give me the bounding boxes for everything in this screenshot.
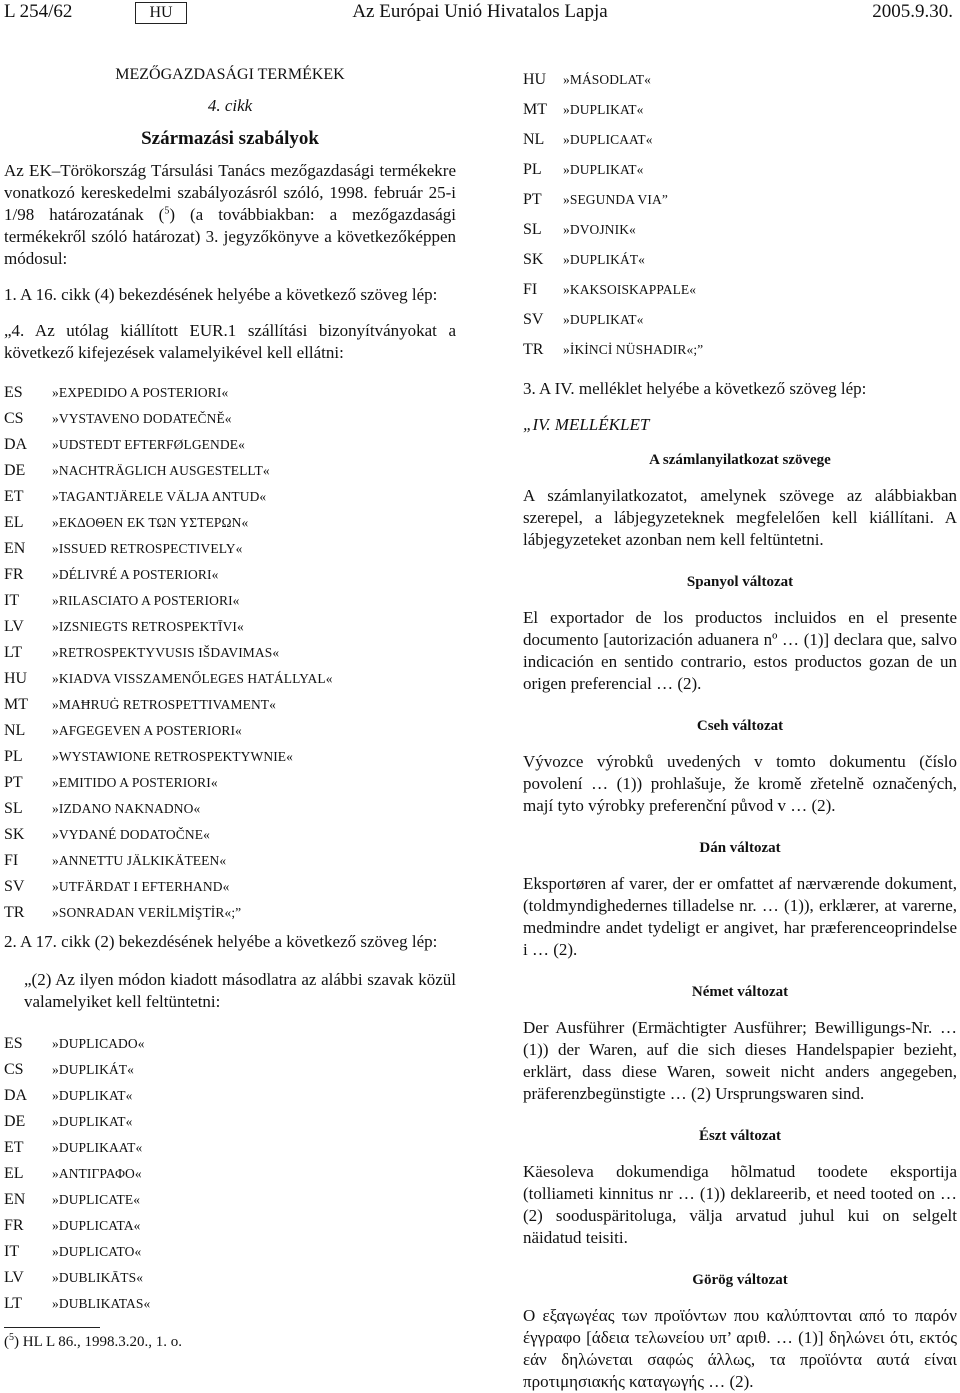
language-code: SL	[4, 800, 23, 817]
language-code: LV	[4, 1269, 24, 1286]
list-item	[523, 155, 957, 185]
endorsement-text: »DUBLIKATAS«	[52, 1296, 151, 1311]
left-column	[4, 62, 456, 1353]
list-item	[4, 562, 456, 588]
amendment-1-quote: „4. Az utólag kiállított EUR.1 szállítási bizonyítványokat a következő kifejezések valamelyikével kell ellátni:	[4, 321, 456, 362]
language-code: NL	[523, 131, 545, 148]
language-code: DA	[4, 1087, 28, 1104]
list-item	[4, 666, 456, 692]
article-title: Származási szabályok	[141, 128, 319, 149]
endorsement-text: »ANNETTU JÄLKIKÄTEEN«	[52, 853, 227, 868]
language-code: SL	[523, 221, 542, 238]
endorsement-text: »SEGUNDA VIA”	[563, 192, 668, 207]
endorsement-text: »DUPLIKÁT«	[52, 1062, 134, 1077]
variant-text: Eksportøren af varer, der er omfattet af nærværende dokument, (toldmyndighedernes tilladelse nr. … (1)), erklærer, at varerne, medmindre andet tydeligt er angivet, har præferenceoprindelse i … (2).	[523, 874, 957, 959]
language-code: LV	[4, 618, 24, 635]
language-code: SK	[523, 251, 544, 268]
endorsement-text: »DUPLIKAT«	[52, 1088, 133, 1103]
list-item	[4, 1291, 456, 1317]
list-item	[4, 744, 456, 770]
list-item	[4, 614, 456, 640]
list-item	[4, 718, 456, 744]
language-badge: HU	[135, 2, 187, 24]
language-code: MT	[523, 101, 547, 118]
list-item	[523, 275, 957, 305]
list-item	[4, 1265, 456, 1291]
amendment-1: 1. A 16. cikk (4) bekezdésének helyébe a következő szöveg lép:	[4, 285, 438, 304]
issue-date: 2005.9.30.	[872, 1, 953, 22]
language-code: PL	[4, 748, 23, 765]
language-code: HU	[4, 670, 28, 687]
endorsement-text: »ΕΚΔΟΘΕΝ ΕΚ ΤΩΝ ΥΣΤΕΡΩΝ«	[52, 515, 249, 530]
article-number: 4. cikk	[207, 96, 253, 115]
list-item	[4, 1239, 456, 1265]
page-reference: L 254/62	[4, 1, 73, 22]
endorsement-text: »DUBLIKĀTS«	[52, 1270, 144, 1285]
language-code: EN	[4, 1191, 26, 1208]
list-item	[4, 1213, 456, 1239]
endorsement-text: »UTFÄRDAT I EFTERHAND«	[52, 879, 230, 894]
list-item	[4, 510, 456, 536]
endorsement-text: »SONRADAN VERİLMİŞTİR«;”	[52, 905, 242, 920]
endorsement-text: »DÉLIVRÉ A POSTERIORI«	[52, 567, 219, 582]
endorsement-text: »MAĦRUĠ RETROSPETTIVAMENT«	[52, 697, 276, 712]
list-item	[523, 185, 957, 215]
variant-title: Dán változat	[699, 840, 781, 856]
list-item	[4, 1083, 456, 1109]
list-item	[523, 215, 957, 245]
language-code: FI	[4, 852, 19, 869]
language-code: LT	[4, 644, 23, 661]
language-code: PT	[4, 774, 23, 791]
duplicate-list-2	[523, 65, 957, 365]
endorsement-list-1	[4, 380, 456, 926]
language-code: PT	[523, 191, 542, 208]
endorsement-text: »IZSNIEGTS RETROSPEKTĪVI«	[52, 619, 244, 634]
list-item	[523, 65, 957, 95]
endorsement-text: »WYSTAWIONE RETROSPEKTYWNIE«	[52, 749, 293, 764]
annex-heading: „IV. MELLÉKLET	[523, 415, 650, 434]
endorsement-text: »NACHTRÄGLICH AUSGESTELLT«	[52, 463, 270, 478]
language-code: DA	[4, 436, 28, 453]
language-code: SV	[523, 311, 544, 328]
language-code: SV	[4, 878, 25, 895]
list-item	[4, 484, 456, 510]
endorsement-text: »ΑΝΤΙΓΡΑΦΟ«	[52, 1166, 142, 1181]
list-item	[4, 692, 456, 718]
list-item	[4, 588, 456, 614]
journal-title: Az Európai Unió Hivatalos Lapja	[352, 1, 608, 22]
language-code: EL	[4, 1165, 24, 1182]
language-code: IT	[4, 592, 20, 609]
list-item	[523, 95, 957, 125]
endorsement-text: »EMITIDO A POSTERIORI«	[52, 775, 218, 790]
duplicate-list-1	[4, 1031, 456, 1317]
list-item	[4, 848, 456, 874]
language-code: MT	[4, 696, 28, 713]
endorsement-text: »TAGANTJÄRELE VÄLJA ANTUD«	[52, 489, 267, 504]
endorsement-text: »MÁSODLAT«	[563, 72, 652, 87]
list-item	[4, 536, 456, 562]
endorsement-text: »KAKSOISKAPPALE«	[563, 282, 697, 297]
annex-title: A számlanyilatkozat szövege	[649, 452, 831, 468]
language-code: CS	[4, 410, 24, 427]
variant-text: Der Ausführer (Ermächtigter Ausführer; Bewilligungs-Nr. … (1)) der Waren, auf die sich dieses Handelspapier bezieht, erklärt, dass diese Waren, soweit nicht anders angegeben, präferenzbegünstigte … (2) Ursprungswaren sind.	[523, 1018, 957, 1103]
page-header	[0, 0, 960, 40]
language-code: FR	[4, 1217, 24, 1234]
variant-title: Cseh változat	[696, 718, 784, 734]
list-item	[4, 900, 456, 926]
endorsement-text: »DUPLICADO«	[52, 1036, 145, 1051]
endorsement-text: »VYSTAVENO DODATEČNĚ«	[52, 411, 232, 426]
list-item	[4, 640, 456, 666]
list-item	[523, 125, 957, 155]
endorsement-text: »İKİNCİ NÜSHADIR«;”	[563, 342, 704, 357]
endorsement-text: »DUPLIKAAT«	[52, 1140, 143, 1155]
list-item	[4, 1135, 456, 1161]
language-code: ES	[4, 384, 23, 401]
list-item	[4, 432, 456, 458]
variant-title: Görög változat	[692, 1272, 788, 1288]
list-item	[4, 1187, 456, 1213]
footnote-divider	[4, 1327, 100, 1328]
language-code: IT	[4, 1243, 20, 1260]
list-item	[4, 1109, 456, 1135]
endorsement-text: »KIADVA VISSZAMENŐLEGES HATÁLLYAL«	[52, 671, 333, 686]
intro-paragraph: Az EK–Törökország Társulási Tanács mezőgazdasági termékekre vonatkozó kereskedelmi szabályozásról szóló, 1998. február 25-i 1/98 határozatának ($^5$) (a továbbiakban: a mezőgazdasági termékekről szóló határozat) 3. jegyzőkönyve a következőképpen módosul:	[4, 161, 456, 268]
language-code: ET	[4, 1139, 24, 1156]
list-item	[523, 305, 957, 335]
language-code: EL	[4, 514, 24, 531]
amendment-2: 2. A 17. cikk (2) bekezdésének helyébe a következő szöveg lép:	[4, 932, 438, 951]
endorsement-text: »DUPLIKAT«	[563, 102, 644, 117]
list-item	[4, 874, 456, 900]
list-item	[523, 335, 957, 365]
list-item	[4, 822, 456, 848]
endorsement-text: »EXPEDIDO A POSTERIORI«	[52, 385, 229, 400]
endorsement-text: »DUPLIKAT«	[563, 162, 644, 177]
language-code: NL	[4, 722, 26, 739]
language-code: FR	[4, 566, 24, 583]
endorsement-text: »DUPLICAAT«	[563, 132, 653, 147]
variant-title: Spanyol változat	[686, 574, 794, 590]
right-column	[523, 62, 957, 1393]
list-item	[4, 1031, 456, 1057]
language-code: CS	[4, 1061, 24, 1078]
amendment-3: 3. A IV. melléklet helyébe a következő szöveg lép:	[523, 379, 867, 398]
endorsement-text: »RETROSPEKTYVUSIS IŠDAVIMAS«	[52, 645, 280, 660]
endorsement-text: »DUPLICATA«	[52, 1218, 141, 1233]
list-item	[4, 770, 456, 796]
annex-intro: A számlanyilatkozatot, amelynek szövege az alábbiakban szerepel, a lábjegyzeteknek megfelelően kell kiállítani. A lábjegyzeteket azonban nem kell feltüntetni.	[523, 486, 957, 549]
endorsement-text: »DVOJNIK«	[563, 222, 636, 237]
list-item	[4, 458, 456, 484]
endorsement-text: »DUPLIKAT«	[52, 1114, 133, 1129]
endorsement-text: »DUPLIKAT«	[563, 312, 644, 327]
list-item	[4, 1057, 456, 1083]
endorsement-text: »DUPLIKÁT«	[563, 252, 645, 267]
endorsement-text: »UDSTEDT EFTERFØLGENDE«	[52, 437, 245, 452]
variant-text: Käesoleva dokumendiga hõlmatud toodete eksportija (tolliameti kinnitus nr … (1)) deklareerib, et need tooted on … (2) sooduspäritoluga, välja arvatud juhul kui on selgelt näidatud teisiti.	[523, 1162, 957, 1247]
language-code: PL	[523, 161, 542, 178]
endorsement-text: »VYDANÉ DODATOČNE«	[52, 827, 210, 842]
variant-title: Német változat	[691, 984, 789, 1000]
language-code: DE	[4, 462, 26, 479]
language-code: LT	[4, 1295, 23, 1312]
list-item	[4, 406, 456, 432]
endorsement-text: »DUPLICATE«	[52, 1192, 141, 1207]
language-code: HU	[523, 71, 547, 88]
variant-title: Észt változat	[698, 1128, 782, 1144]
language-code: TR	[523, 341, 544, 358]
language-code: ET	[4, 488, 24, 505]
language-code: FI	[523, 281, 538, 298]
list-item	[4, 796, 456, 822]
endorsement-text: »RILASCIATO A POSTERIORI«	[52, 593, 240, 608]
language-code: TR	[4, 904, 25, 921]
endorsement-text: »ISSUED RETROSPECTIVELY«	[52, 541, 243, 556]
variant-text: Vývozce výrobků uvedených v tomto dokumentu (číslo povolení … (1)) prohlašuje, že kromě zřetelně označených, mají tyto výrobky preferenční původ v … (2).	[523, 752, 957, 815]
language-code: EN	[4, 540, 26, 557]
endorsement-text: »IZDANO NAKNADNO«	[52, 801, 201, 816]
endorsement-text: »AFGEGEVEN A POSTERIORI«	[52, 723, 242, 738]
list-item	[523, 245, 957, 275]
footnote: ($^5$) HL L 86., 1998.3.20., 1. o.	[4, 1332, 183, 1350]
variant-text: Ο εξαγωγέας των προϊόντων που καλύπτονται από το παρόν έγγραφο [άδεια τελωνείου υπ’ αριθ. … (1)] δηλώνει ότι, εκτός εάν δηλώνεται σαφώς άλλως, τα προϊόντα αυτά είναι προτιμησιακής καταγωγής … (2).	[523, 1306, 957, 1391]
invoice-declaration-variants	[523, 571, 957, 1393]
list-item	[4, 1161, 456, 1187]
variant-text: El exportador de los productos incluidos en el presente documento [autorización aduanera nº … (1)] declara que, salvo indicación en sentido contrario, estos productos gozan de un origen preferencial … (2).	[523, 608, 957, 693]
language-code: ES	[4, 1035, 23, 1052]
list-item	[4, 380, 456, 406]
language-code: SK	[4, 826, 25, 843]
section-heading: MEZŐGAZDASÁGI TERMÉKEK	[115, 66, 345, 83]
amendment-2-quote: „(2) Az ilyen módon kiadott másodlatra az alábbi szavak közül valamelyiket kell feltüntetni:	[24, 970, 456, 1011]
endorsement-text: »DUPLICATO«	[52, 1244, 142, 1259]
language-code: DE	[4, 1113, 26, 1130]
